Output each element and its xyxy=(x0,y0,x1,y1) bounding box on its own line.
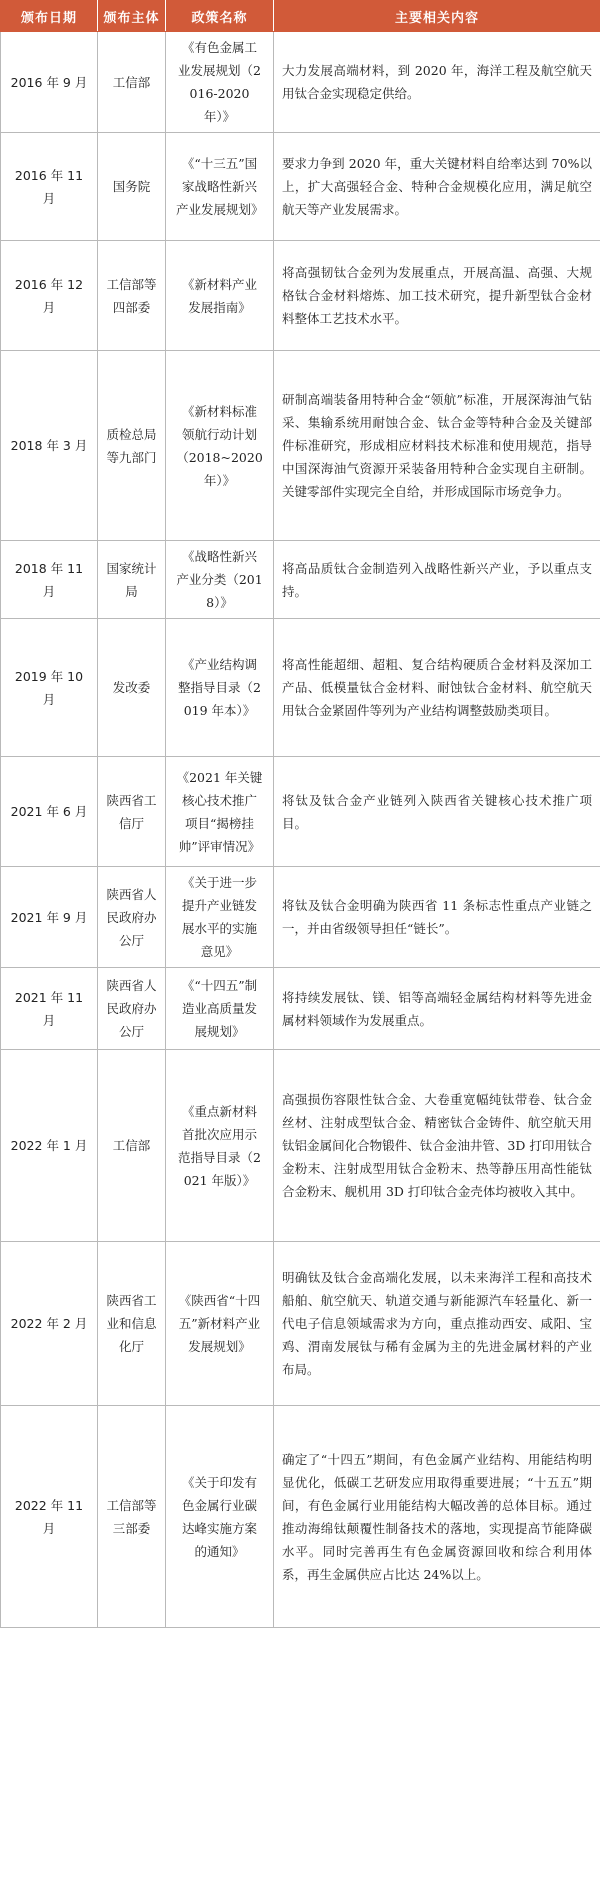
row-issuer: 工信部等四部委 xyxy=(98,241,166,351)
row-content: 确定了“十四五”期间，有色金属产业结构、用能结构明显优化，低碳工艺研发应用取得重要进展；“十五五”期间，有色金属行业用能结构大幅改善的总体目标。通过推动海绵钛颠覆性制备技术的落地，实现提高节能降碳水平。同时完善再生有色金属资源回收和综合利用体系，再生金属供应占比达 24%以上。 xyxy=(274,1406,600,1628)
row-date: 2016 年 12 月 xyxy=(1,241,98,351)
row-date: 2016 年 9 月 xyxy=(1,32,98,133)
row-content: 将钛及钛合金产业链列入陕西省关键核心技术推广项目。 xyxy=(274,757,600,867)
row-issuer: 国务院 xyxy=(98,133,166,241)
table-row xyxy=(1,1242,600,1406)
table-row xyxy=(1,757,600,867)
row-policy: 《新材料标准领航行动计划（2018~2020 年）》 xyxy=(166,351,274,541)
header-content: 主要相关内容 xyxy=(274,1,600,32)
row-issuer: 陕西省工信厅 xyxy=(98,757,166,867)
row-date: 2021 年 9 月 xyxy=(1,867,98,968)
header-issuer: 颁布主体 xyxy=(98,1,166,32)
row-date: 2022 年 2 月 xyxy=(1,1242,98,1406)
table-row xyxy=(1,32,600,133)
row-policy: 《产业结构调整指导目录（2019 年本）》 xyxy=(166,619,274,757)
row-content: 高强损伤容限性钛合金、大卷重宽幅纯钛带卷、钛合金丝材、注射成型钛合金、精密钛合金铸件、航空航天用钛铝金属间化合物锻件、钛合金油井管、3D 打印用钛合金粉末、注射成型用钛合金粉末、热等静压用高性能钛合金粉末、舰机用 3D 打印钛合金壳体均被收入其中。 xyxy=(274,1050,600,1242)
row-issuer: 国家统计局 xyxy=(98,541,166,619)
row-policy: 《有色金属工业发展规划（2016-2020 年）》 xyxy=(166,32,274,133)
row-date: 2021 年 6 月 xyxy=(1,757,98,867)
table-row xyxy=(1,619,600,757)
row-content: 要求力争到 2020 年，重大关键材料自给率达到 70%以上，扩大高强轻合金、特种合金规模化应用，满足航空航天等产业发展需求。 xyxy=(274,133,600,241)
row-policy: 《战略性新兴产业分类（2018）》 xyxy=(166,541,274,619)
row-date: 2018 年 3 月 xyxy=(1,351,98,541)
row-policy: 《2021 年关键核心技术推广项目“揭榜挂帅”评审情况》 xyxy=(166,757,274,867)
row-issuer: 工信部等三部委 xyxy=(98,1406,166,1628)
row-content: 将高强韧钛合金列为发展重点，开展高温、高强、大规格钛合金材料熔炼、加工技术研究，提升新型钛合金材料整体工艺技术水平。 xyxy=(274,241,600,351)
row-date: 2018 年 11 月 xyxy=(1,541,98,619)
table-row xyxy=(1,241,600,351)
row-policy: 《“十四五”制造业高质量发展规划》 xyxy=(166,968,274,1050)
row-date: 2022 年 1 月 xyxy=(1,1050,98,1242)
row-issuer: 陕西省人民政府办公厅 xyxy=(98,867,166,968)
table-row xyxy=(1,133,600,241)
row-issuer: 工信部 xyxy=(98,32,166,133)
table-row xyxy=(1,351,600,541)
row-policy: 《重点新材料首批次应用示范指导目录（2021 年版）》 xyxy=(166,1050,274,1242)
row-policy: 《新材料产业发展指南》 xyxy=(166,241,274,351)
row-content: 将持续发展钛、镁、铝等高端轻金属结构材料等先进金属材料领域作为发展重点。 xyxy=(274,968,600,1050)
row-issuer: 工信部 xyxy=(98,1050,166,1242)
table-row xyxy=(1,541,600,619)
header-row xyxy=(1,1,600,32)
row-date: 2019 年 10 月 xyxy=(1,619,98,757)
table-row xyxy=(1,1406,600,1628)
row-content: 研制高端装备用特种合金“领航”标准，开展深海油气钻采、集输系统用耐蚀合金、钛合金等特种合金及关键部件标准研究，形成相应材料技术标准和使用规范，指导中国深海油气资源开采装备用特种合金实现自主研制。关键零部件实现完全自给，并形成国际市场竞争力。 xyxy=(274,351,600,541)
row-policy: 《陕西省“十四五”新材料产业发展规划》 xyxy=(166,1242,274,1406)
row-content: 将高品质钛合金制造列入战略性新兴产业，予以重点支持。 xyxy=(274,541,600,619)
row-date: 2022 年 11 月 xyxy=(1,1406,98,1628)
row-content: 将钛及钛合金明确为陕西省 11 条标志性重点产业链之一，并由省级领导担任“链长”。 xyxy=(274,867,600,968)
header-date: 颁布日期 xyxy=(1,1,98,32)
row-policy: 《关于进一步提升产业链发展水平的实施意见》 xyxy=(166,867,274,968)
row-issuer: 质检总局等九部门 xyxy=(98,351,166,541)
row-content: 大力发展高端材料，到 2020 年，海洋工程及航空航天用钛合金实现稳定供给。 xyxy=(274,32,600,133)
row-policy: 《关于印发有色金属行业碳达峰实施方案的通知》 xyxy=(166,1406,274,1628)
table-row xyxy=(1,867,600,968)
row-content: 将高性能超细、超粗、复合结构硬质合金材料及深加工产品、低模量钛合金材料、耐蚀钛合金材料、航空航天用钛合金紧固件等列为产业结构调整鼓励类项目。 xyxy=(274,619,600,757)
row-issuer: 发改委 xyxy=(98,619,166,757)
table-row xyxy=(1,1050,600,1242)
table-row xyxy=(1,968,600,1050)
header-policy: 政策名称 xyxy=(166,1,274,32)
row-issuer: 陕西省人民政府办公厅 xyxy=(98,968,166,1050)
row-date: 2016 年 11 月 xyxy=(1,133,98,241)
row-content: 明确钛及钛合金高端化发展，以未来海洋工程和高技术船舶、航空航天、轨道交通与新能源汽车轻量化、新一代电子信息领域需求为方向，重点推动西安、咸阳、宝鸡、渭南发展钛与稀有金属为主的先进金属材料的产业布局。 xyxy=(274,1242,600,1406)
row-issuer: 陕西省工业和信息化厅 xyxy=(98,1242,166,1406)
row-policy: 《“十三五”国家战略性新兴产业发展规划》 xyxy=(166,133,274,241)
row-date: 2021 年 11 月 xyxy=(1,968,98,1050)
